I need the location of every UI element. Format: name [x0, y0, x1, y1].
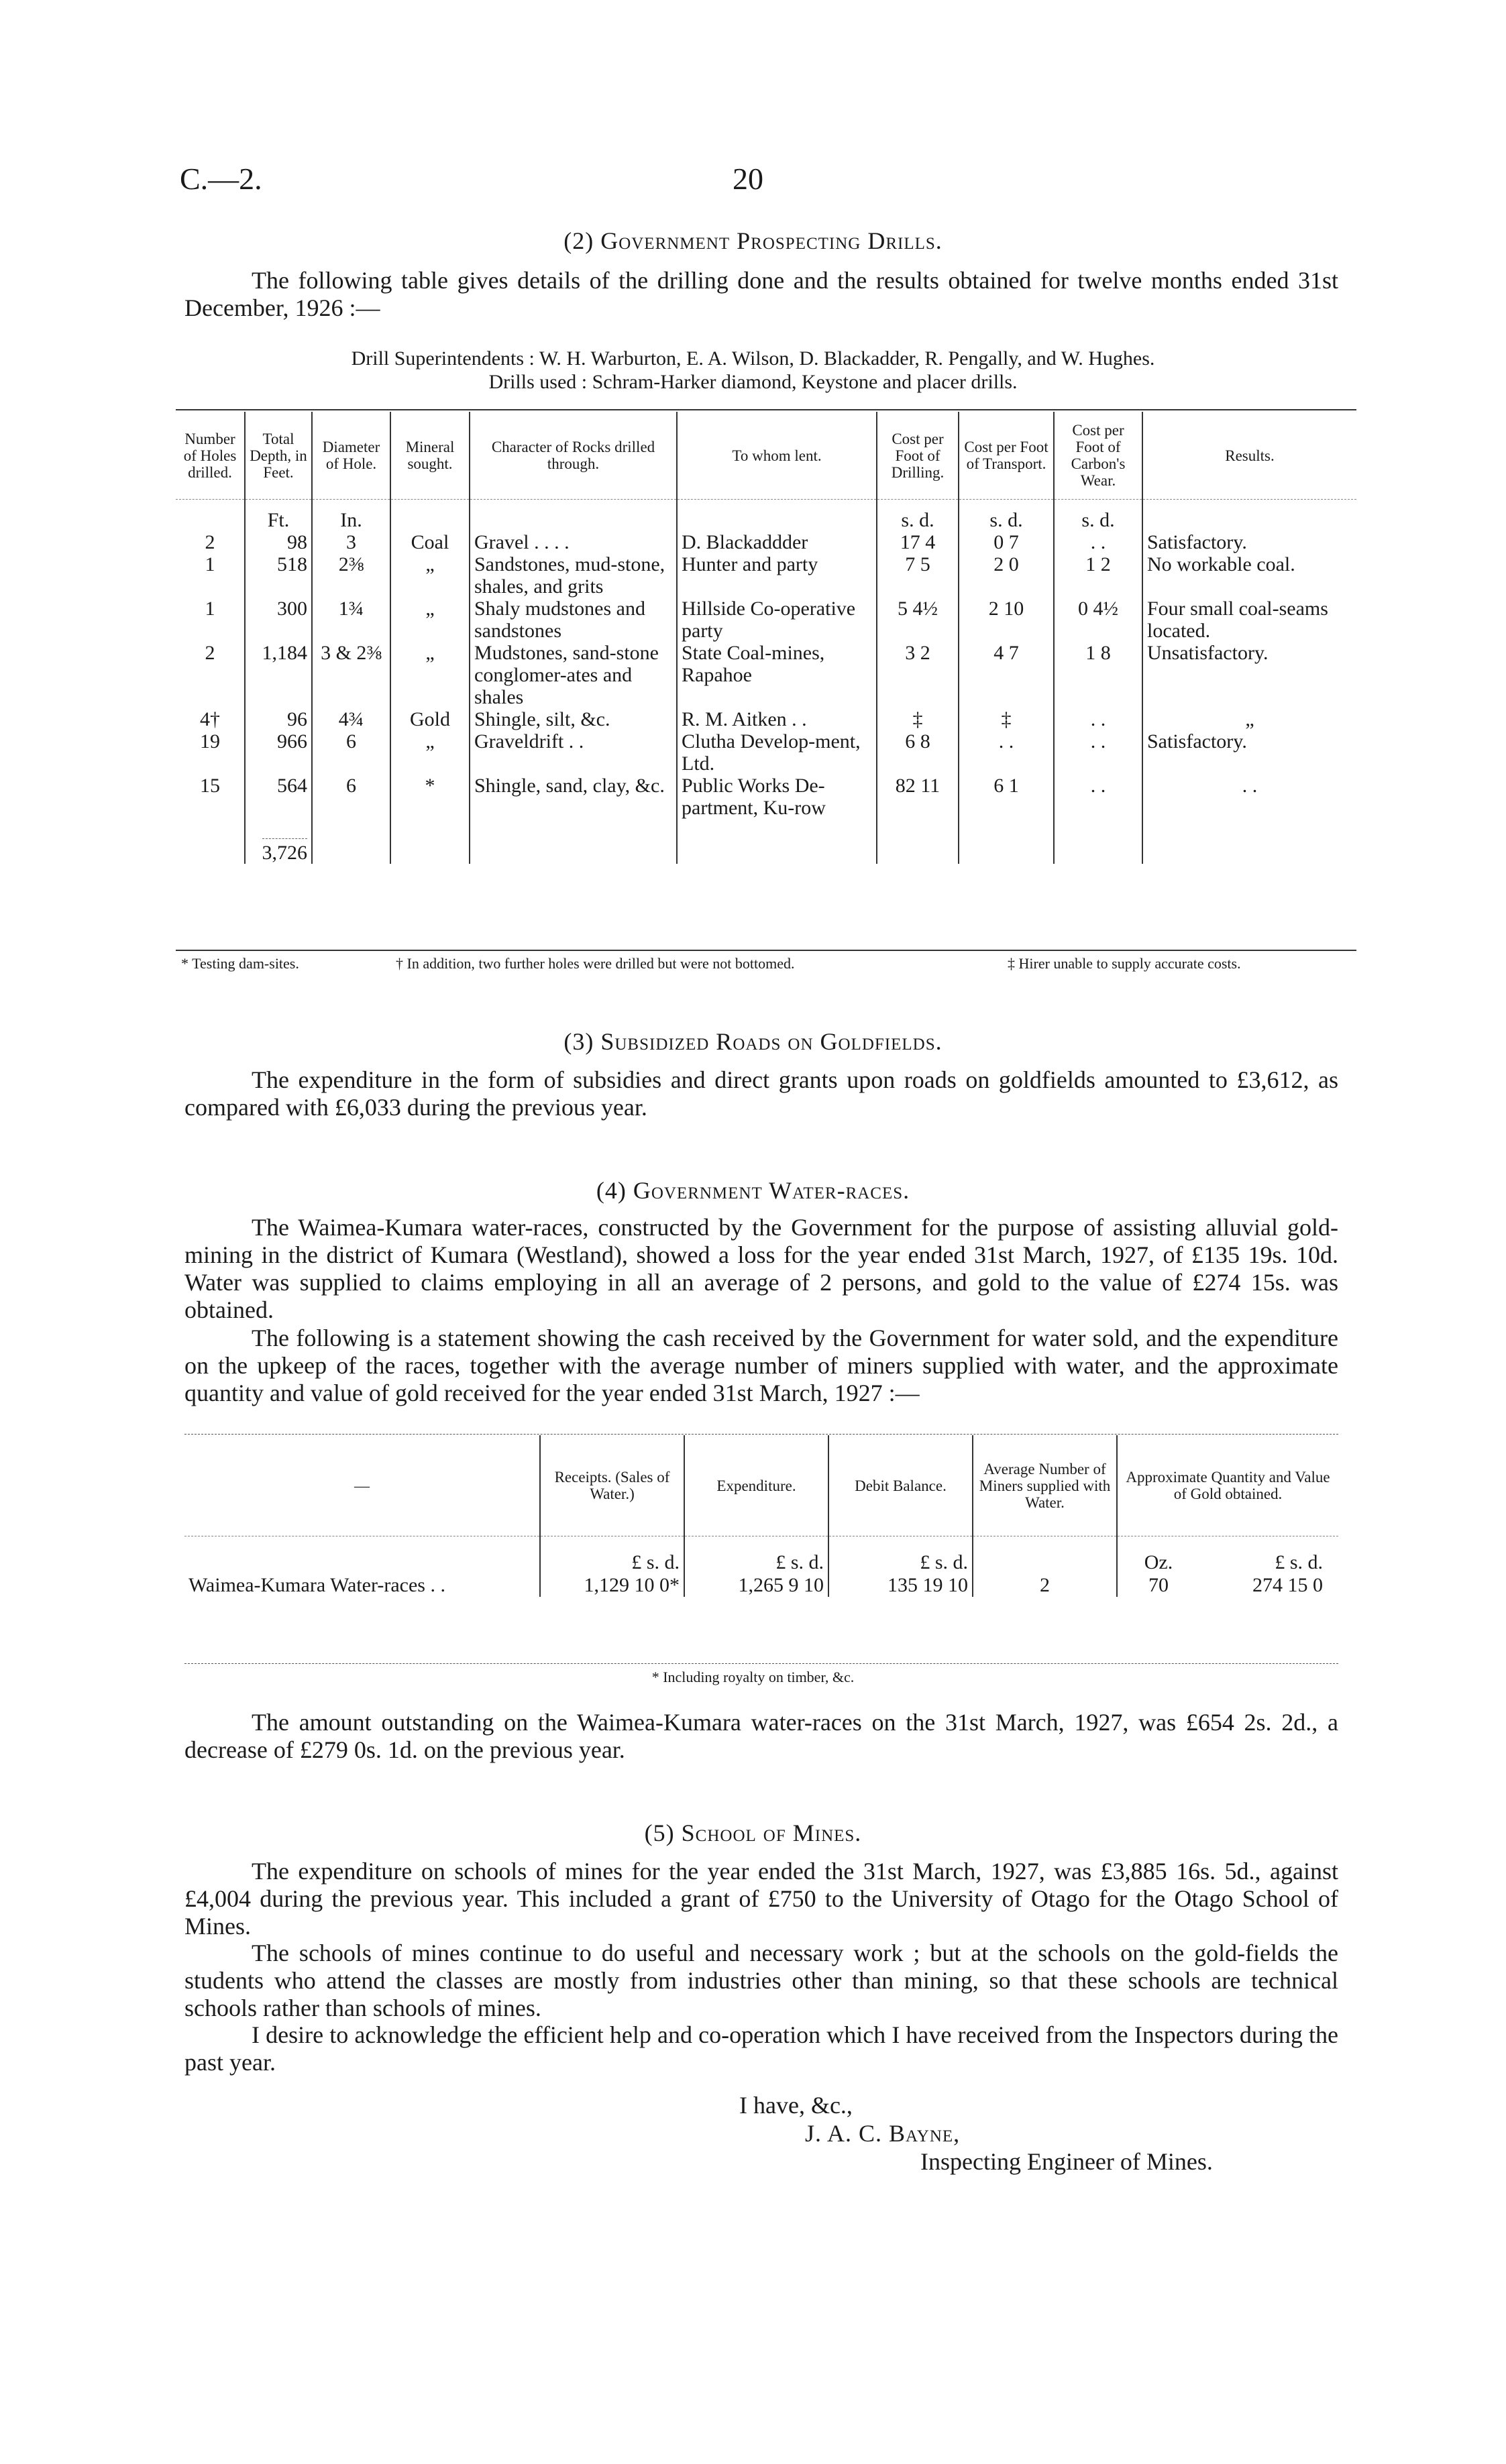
footnote-hirer: ‡ Hirer unable to supply accurate costs.: [1008, 955, 1241, 972]
section4-para1: The Waimea-Kumara water-races, constructed by the Government for the purpose of assisting alluvial gold-mining in the district of Kumara (Westland), showed a loss for the year ended 31st March, 1927, of £135 19s. 10d. Water was supplied to claims employing in all an average of 2 persons, and gold to the value of £274 15s. was obtained.: [184, 1214, 1338, 1323]
document-reference: C.—2.: [180, 162, 262, 196]
unit-cell: [390, 500, 470, 532]
water-races-table: [184, 1435, 1338, 1597]
cell-cost-drilling: ‡: [877, 708, 959, 730]
water-table-top-rule: [184, 1434, 1338, 1435]
water-table-header: [184, 1435, 1338, 1536]
cell-cost-carbon: . .: [1054, 775, 1142, 819]
section-heading-subsidized-roads: (3) Subsidized Roads on Goldfields.: [563, 1028, 943, 1055]
col-header-holes: Number of Holes drilled.: [176, 412, 245, 500]
cell-rocks: Mudstones, sand-stone conglomer-ates and shales: [470, 642, 677, 708]
col-header-miners: Average Number of Miners supplied with Water.: [973, 1435, 1117, 1536]
footnote-royalty: * Including royalty on timber, &c.: [651, 1669, 855, 1685]
unit-cell: [176, 500, 245, 532]
cell-rocks: Shaly mudstones and sandstones: [470, 598, 677, 642]
col-header-lent: To whom lent.: [677, 412, 877, 500]
section2-intro: The following table gives details of the drilling done and the results obtained for twelve months ended 31st December, 1926 :—: [184, 267, 1338, 321]
cell-miners: 2: [973, 1574, 1117, 1597]
cell-cost-transport: ‡: [959, 708, 1054, 730]
cell-cost-carbon: . .: [1054, 730, 1142, 775]
cell-cost-transport: 2 0: [959, 553, 1054, 598]
cell-cost-carbon: 1 8: [1054, 642, 1142, 708]
footnote-holes: † In addition, two further holes were drilled but were not bottomed.: [396, 955, 795, 972]
table-row: [184, 1574, 1338, 1597]
cell-mineral: „: [390, 553, 470, 598]
cell-holes: 4†: [200, 708, 220, 730]
cell-rocks: Shingle, silt, &c.: [470, 708, 677, 730]
section5-para3: I desire to acknowledge the efficient help and co-operation which I have received from the Inspectors during the past year.: [184, 2021, 1338, 2076]
cell-holes: 1: [205, 598, 215, 620]
total-spacer: [176, 819, 245, 864]
cell-depth: 1,184: [245, 642, 312, 708]
drills-used: Drills used : Schram-Harker diamond, Keystone and placer drills.: [488, 371, 1018, 393]
section-heading-water-races: (4) Government Water-races.: [596, 1177, 910, 1204]
cell-mineral: Gold: [390, 708, 470, 730]
cell-cost-carbon: . .: [1054, 531, 1142, 553]
cell-rocks: Gravel . . . .: [470, 531, 677, 553]
cell-gold-oz: 70: [1148, 1574, 1169, 1596]
cell-holes: 2: [205, 642, 215, 664]
cell-cost-drilling: 7 5: [877, 553, 959, 598]
col-header-cost-carbon: Cost per Foot of Carbon's Wear.: [1054, 412, 1142, 500]
cell-lent: State Coal-mines, Rapahoe: [677, 642, 877, 708]
total-spacer: [1054, 819, 1142, 864]
table-row: [176, 775, 1356, 819]
table-top-rule: [176, 409, 1356, 410]
unit-oz: Oz.: [1144, 1551, 1173, 1573]
cell-diameter: 6: [312, 730, 390, 775]
cell-lent: Hillside Co-operative party: [677, 598, 877, 642]
total-row: [176, 819, 1356, 864]
col-header-cost-transport: Cost per Foot of Transport.: [959, 412, 1054, 500]
cell-cost-carbon: 0 4½: [1054, 598, 1142, 642]
cell-gold: [1117, 1574, 1338, 1597]
col-header-gold: Approximate Quantity and Value of Gold obtained.: [1117, 1435, 1338, 1536]
total-spacer: [390, 819, 470, 864]
unit-cell: Ft.: [245, 500, 312, 532]
water-table-bottom-rule: [184, 1663, 1338, 1664]
col-header-receipts: Receipts. (Sales of Water.): [540, 1435, 684, 1536]
cell-diameter: 3: [312, 531, 390, 553]
drill-superintendents: Drill Superintendents : W. H. Warburton, E. A. Wilson, D. Blackadder, R. Pengally, and W. Hughes.: [351, 347, 1155, 370]
total-spacer: [1142, 819, 1356, 864]
cell-rocks: Graveldrift . .: [470, 730, 677, 775]
col-header-cost-drilling: Cost per Foot of Drilling.: [877, 412, 959, 500]
total-spacer: [312, 819, 390, 864]
unit-cell: [1142, 500, 1356, 532]
col-header-diameter: Diameter of Hole.: [312, 412, 390, 500]
cell-lent: Hunter and party: [677, 553, 877, 598]
cell-cost-transport: 2 10: [959, 598, 1054, 642]
drills-table: [176, 412, 1356, 864]
cell-race-name: Waimea-Kumara Water-races . .: [189, 1574, 445, 1596]
cell-holes: 1: [205, 553, 215, 575]
col-header-rocks: Character of Rocks drilled through.: [470, 412, 677, 500]
col-header-depth: Total Depth, in Feet.: [245, 412, 312, 500]
cell-results: No workable coal.: [1142, 553, 1356, 598]
cell-cost-transport: 4 7: [959, 642, 1054, 708]
cell-diameter: 3 & 2⅜: [312, 642, 390, 708]
unit-cell: £ s. d.: [828, 1536, 973, 1575]
cell-depth: 98: [245, 531, 312, 553]
table-row: [176, 598, 1356, 642]
table-row: [176, 531, 1356, 553]
total-spacer: [877, 819, 959, 864]
cell-depth: 300: [245, 598, 312, 642]
drills-table-header: [176, 412, 1356, 500]
cell-results: Satisfactory.: [1142, 531, 1356, 553]
cell-diameter: 2⅜: [312, 553, 390, 598]
section4-para2: The following is a statement showing the cash received by the Government for water sold, and the expenditure on the upkeep of the races, together with the average number of miners supplied with water, and the approximate quantity and value of gold received for the year ended 31st March, 1927 :—: [184, 1325, 1338, 1406]
section3-text: The expenditure in the form of subsidies and direct grants upon roads on goldfields amounted to £3,612, as compared with £6,033 during the previous year.: [184, 1066, 1338, 1121]
section5-para2: The schools of mines continue to do useful and necessary work ; but at the schools on the gold-fields the students who attend the classes are mostly from industries other than mining, so that these schools are technical schools rather than schools of mines.: [184, 1940, 1338, 2021]
cell-mineral: „: [390, 598, 470, 642]
cell-lent: D. Blackaddder: [677, 531, 877, 553]
unit-cell: [1117, 1536, 1338, 1575]
total-depth-value: 3,726: [262, 838, 308, 864]
cell-cost-carbon: . .: [1054, 708, 1142, 730]
table-row: [176, 553, 1356, 598]
total-spacer: [959, 819, 1054, 864]
cell-diameter: 1¾: [312, 598, 390, 642]
unit-cell: s. d.: [877, 500, 959, 532]
table-bottom-rule: [176, 950, 1356, 951]
col-header-mineral: Mineral sought.: [390, 412, 470, 500]
cell-gold-value: 274 15 0: [1252, 1574, 1323, 1596]
total-depth: [245, 819, 312, 864]
units-row: [176, 500, 1356, 532]
unit-cell: [470, 500, 677, 532]
cell-results: Four small coal-seams located.: [1142, 598, 1356, 642]
cell-debit: 135 19 10: [828, 1574, 973, 1597]
cell-mineral: „: [390, 642, 470, 708]
cell-cost-drilling: 82 11: [877, 775, 959, 819]
section-heading-school-of-mines: (5) School of Mines.: [644, 1819, 862, 1846]
unit-gold-value: £ s. d.: [1275, 1551, 1323, 1573]
cell-diameter: 6: [312, 775, 390, 819]
total-spacer: [677, 819, 877, 864]
cell-holes: 19: [200, 730, 220, 752]
cell-cost-transport: 0 7: [959, 531, 1054, 553]
cell-results: . .: [1142, 775, 1356, 819]
table-row: [176, 642, 1356, 708]
section4-para3: The amount outstanding on the Waimea-Kumara water-races on the 31st March, 1927, was £654 2s. 2d., a decrease of £279 0s. 1d. on the previous year.: [184, 1709, 1338, 1763]
unit-cell: s. d.: [959, 500, 1054, 532]
unit-cell: s. d.: [1054, 500, 1142, 532]
cell-cost-transport: 6 1: [959, 775, 1054, 819]
page-number: 20: [733, 162, 763, 196]
col-header-results: Results.: [1142, 412, 1356, 500]
unit-cell: [677, 500, 877, 532]
cell-expenditure: 1,265 9 10: [684, 1574, 828, 1597]
cell-mineral: Coal: [390, 531, 470, 553]
closing: I have, &c.,: [739, 2092, 853, 2119]
unit-cell: £ s. d.: [540, 1536, 684, 1575]
cell-rocks: Sandstones, mud-stone, shales, and grits: [470, 553, 677, 598]
cell-depth: 96: [245, 708, 312, 730]
unit-cell: [973, 1536, 1117, 1575]
footnote-dam-sites: * Testing dam-sites.: [181, 955, 299, 972]
cell-cost-drilling: 17 4: [877, 531, 959, 553]
unit-cell: [184, 1536, 540, 1575]
cell-depth: 966: [245, 730, 312, 775]
unit-cell: £ s. d.: [684, 1536, 828, 1575]
cell-results: Unsatisfactory.: [1142, 642, 1356, 708]
signatory-name: J. A. C. Bayne,: [805, 2120, 961, 2147]
cell-depth: 518: [245, 553, 312, 598]
cell-lent: R. M. Aitken . .: [677, 708, 877, 730]
cell-results: „: [1142, 708, 1356, 730]
cell-lent: Clutha Develop-ment, Ltd.: [677, 730, 877, 775]
cell-depth: 564: [245, 775, 312, 819]
table-row: [176, 708, 1356, 730]
cell-results: Satisfactory.: [1142, 730, 1356, 775]
total-spacer: [470, 819, 677, 864]
table-row: [176, 730, 1356, 775]
cell-lent: Public Works De-partment, Ku-row: [677, 775, 877, 819]
cell-holes: 15: [200, 775, 220, 797]
section5-para1: The expenditure on schools of mines for the year ended the 31st March, 1927, was £3,885 16s. 5d., against £4,004 during the previous year. This included a grant of £750 to the University of Otago for the Otago School of Mines.: [184, 1858, 1338, 1940]
unit-cell: In.: [312, 500, 390, 532]
cell-receipts: 1,129 10 0*: [540, 1574, 684, 1597]
cell-mineral: „: [390, 730, 470, 775]
cell-holes: 2: [205, 531, 215, 553]
cell-cost-carbon: 1 2: [1054, 553, 1142, 598]
cell-mineral: *: [390, 775, 470, 819]
cell-cost-drilling: 3 2: [877, 642, 959, 708]
water-units-row: [184, 1536, 1338, 1575]
signatory-title: Inspecting Engineer of Mines.: [920, 2148, 1213, 2175]
col-header-expenditure: Expenditure.: [684, 1435, 828, 1536]
cell-rocks: Shingle, sand, clay, &c.: [470, 775, 677, 819]
cell-cost-drilling: 6 8: [877, 730, 959, 775]
col-header-blank: —: [184, 1435, 540, 1536]
col-header-debit: Debit Balance.: [828, 1435, 973, 1536]
section-heading-prospecting-drills: (2) Government Prospecting Drills.: [563, 227, 943, 254]
cell-diameter: 4¾: [312, 708, 390, 730]
cell-cost-transport: . .: [959, 730, 1054, 775]
cell-cost-drilling: 5 4½: [877, 598, 959, 642]
